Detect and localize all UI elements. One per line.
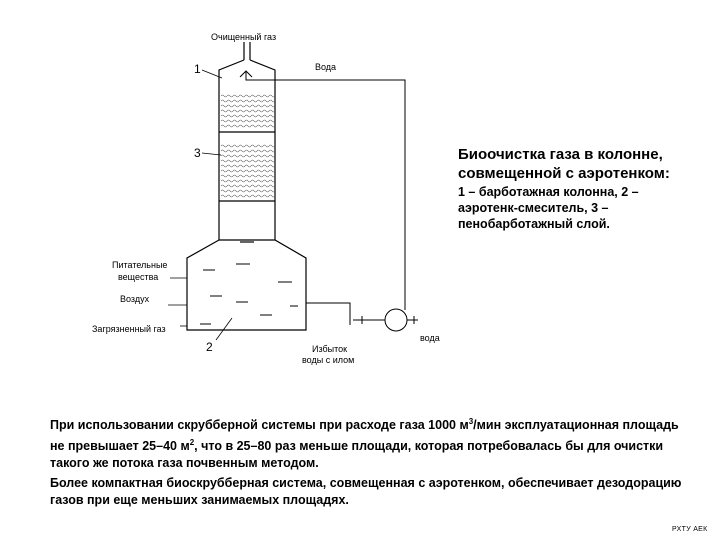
aerotank [187,240,306,330]
foam-layer [221,95,275,197]
foam-wave [221,185,275,187]
paragraph1-sup2: 2 [189,438,195,448]
foam-wave [221,195,275,197]
foam-wave [221,100,275,102]
label-2: 2 [206,340,213,354]
foam-wave [221,160,275,162]
diagram-title [458,145,708,183]
paragraph1-part1: При использовании скрубберной системы при расходе газа 1000 м [50,418,469,433]
water-inlet-pipe [246,72,405,300]
leader-lines [168,70,232,340]
foam-wave [221,145,275,147]
nutrients-label-line1: Питательные [112,260,168,270]
foam-wave [221,110,275,112]
foam-wave [221,190,275,192]
paragraph1-part3: , что в 25–80 раз меньше площади, которая потребовалась бы для очистки такого же потока газа почвенным методом. [50,439,664,471]
foam-wave [221,180,275,182]
diagram-legend: 1 – барботажная колонна, 2 – аэротенк-смеситель, 3 – пенобарботажный слой. [458,185,639,231]
foam-wave [221,175,275,177]
foam-wave [221,120,275,122]
excess-water-pipe [306,303,350,325]
paragraph-bioscrubber: Более компактная биоскрубберная система, совмещенная с аэротенком, обеспечивает дезодорацию газов при еще меньших занимаемых площадях. [50,476,682,507]
polluted-gas-label: Загрязненный газ [92,324,166,334]
paragraph1-sup1: 3 [468,417,474,426]
pump-water-label: вода [420,333,440,343]
foam-wave [221,95,275,97]
foam-wave [221,150,275,152]
clean-gas-label: Очищенный газ [211,32,277,42]
nutrients-label-line2: вещества [118,272,159,282]
gas-outlet-pipe [244,42,250,60]
pump-icon [353,300,418,331]
water-top-label: Вода [315,62,337,72]
paragraph-scrubber [50,413,685,472]
foam-wave [221,155,275,157]
foam-wave [221,125,275,127]
excess-water-label-line2: воды с илом [302,355,355,365]
foam-wave [221,170,275,172]
foam-wave [221,115,275,117]
air-label: Воздух [120,294,150,304]
label-3: 3 [194,146,201,160]
foam-wave [221,165,275,167]
label-1: 1 [194,62,201,76]
foam-wave [221,105,275,107]
title-line-2: совмещенной с аэротенком: [458,165,670,182]
footer-credit: РХТУ АЕК [672,526,708,533]
paragraph1-part2: /мин эксплуатационная площадь не превышает 25–40 м [50,418,679,454]
liquid-dashes [200,264,298,324]
excess-water-label-line1: Избыток [312,344,348,354]
title-line-1: Биоочистка газа в колонне, [458,146,663,163]
